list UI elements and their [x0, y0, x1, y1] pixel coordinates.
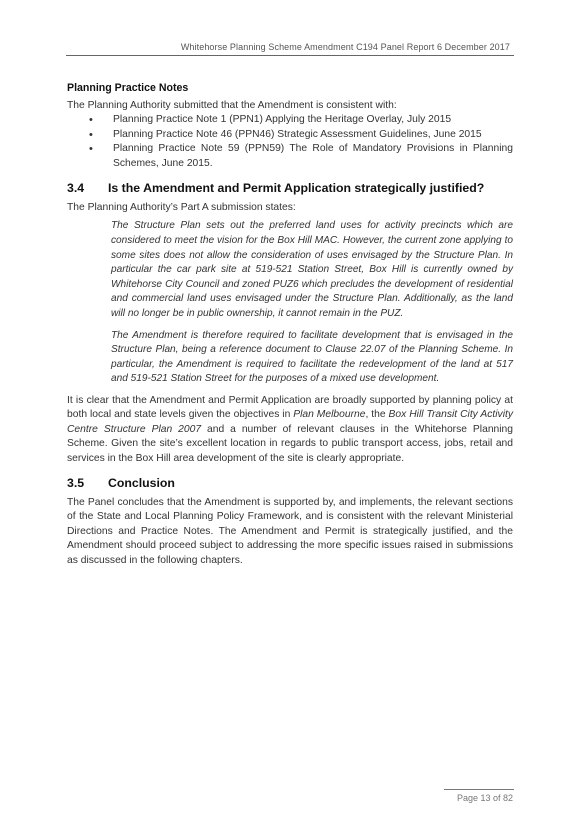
text-run: , the [365, 409, 389, 421]
practice-notes-list [67, 113, 513, 171]
page-number: Page 13 of 82 [456, 793, 513, 803]
page-content [67, 82, 513, 568]
text-run: and a number of relevant clauses in the Whitehorse Planning Scheme. Given the site’s excellent location in regards to public transport access, jobs, retail and services in the Box Hill area development of the site is clearly appropriate. [67, 423, 514, 464]
italic-reference: Plan Melbourne [293, 409, 366, 421]
section-heading-3-4 [67, 181, 513, 195]
section-number: 3.5 [67, 476, 85, 490]
practice-notes-intro: The Planning Authority submitted that the Amendment is consistent with: [67, 100, 397, 111]
text-run: It is clear that the Amendment and Permit Application are broadly supported by planning policy at both local and state levels given the objectives in [67, 394, 513, 421]
list-item: • Planning Practice Note 59 (PPN59) The Role of Mandatory Provisions in Planning Schemes, June 2015. [67, 142, 513, 171]
submission-intro: The Planning Authority’s Part A submission states: [67, 202, 296, 214]
practice-notes-heading: Planning Practice Notes [67, 82, 189, 94]
list-item: • Planning Practice Note 46 (PPN46) Strategic Assessment Guidelines, June 2015 [67, 128, 513, 142]
submission-quote [111, 219, 513, 387]
section-number: 3.4 [67, 181, 85, 196]
section-heading-3-5 [67, 476, 513, 490]
quote-paragraph: The Amendment is therefore required to facilitate development that is envisaged in the Structure Plan, being a reference document to Clause 22.07 of the Planning Scheme. In particular, the Amendment is required to facilitate the redevelopment of the land at 517 and 519-521 Station Street for the purposes of a mixed use development. [111, 329, 513, 385]
list-item: • Planning Practice Note 1 (PPN1) Applying the Heritage Overlay, July 2015 [67, 113, 513, 127]
section-title: Conclusion [108, 476, 175, 490]
footer-rule [444, 789, 514, 790]
conclusion-paragraph: The Panel concludes that the Amendment is supported by, and implements, the relevant sections of the State and Local Planning Policy Framework, and is consistent with the relevant Ministerial Directions and Practice Notes. The Amendment and Permit is strategically justified, and the Amendment should proceed subject to addressing the more specific issues raised in submissions as discussed in the following chapters. [67, 497, 513, 566]
header-rule [66, 55, 514, 56]
section-title: Is the Amendment and Permit Application strategically justified? [108, 181, 485, 196]
strategic-conclusion-paragraph [67, 394, 513, 466]
quote-paragraph: The Structure Plan sets out the preferred land uses for activity precincts which are considered to meet the vision for the Box Hill MAC. However, the current zone applying to some sites does not allow the consideration of uses envisaged by the Structure Plan. In particular the car park site at 519-521 Station Street, Box Hill is currently owned by Whitehorse City Council and zoned PUZ6 which precludes the development of residential and commercial land uses envisaged under the Structure Plan. Additionally, as the land will no longer be in public ownership, it cannot remain in the PUZ. [111, 220, 513, 319]
italic-reference: Box Hill Transit City Activity Centre Structure Plan 2007 [67, 409, 514, 435]
running-header: Whitehorse Planning Scheme Amendment C194 Panel Report 6 December 2017 [180, 42, 510, 52]
